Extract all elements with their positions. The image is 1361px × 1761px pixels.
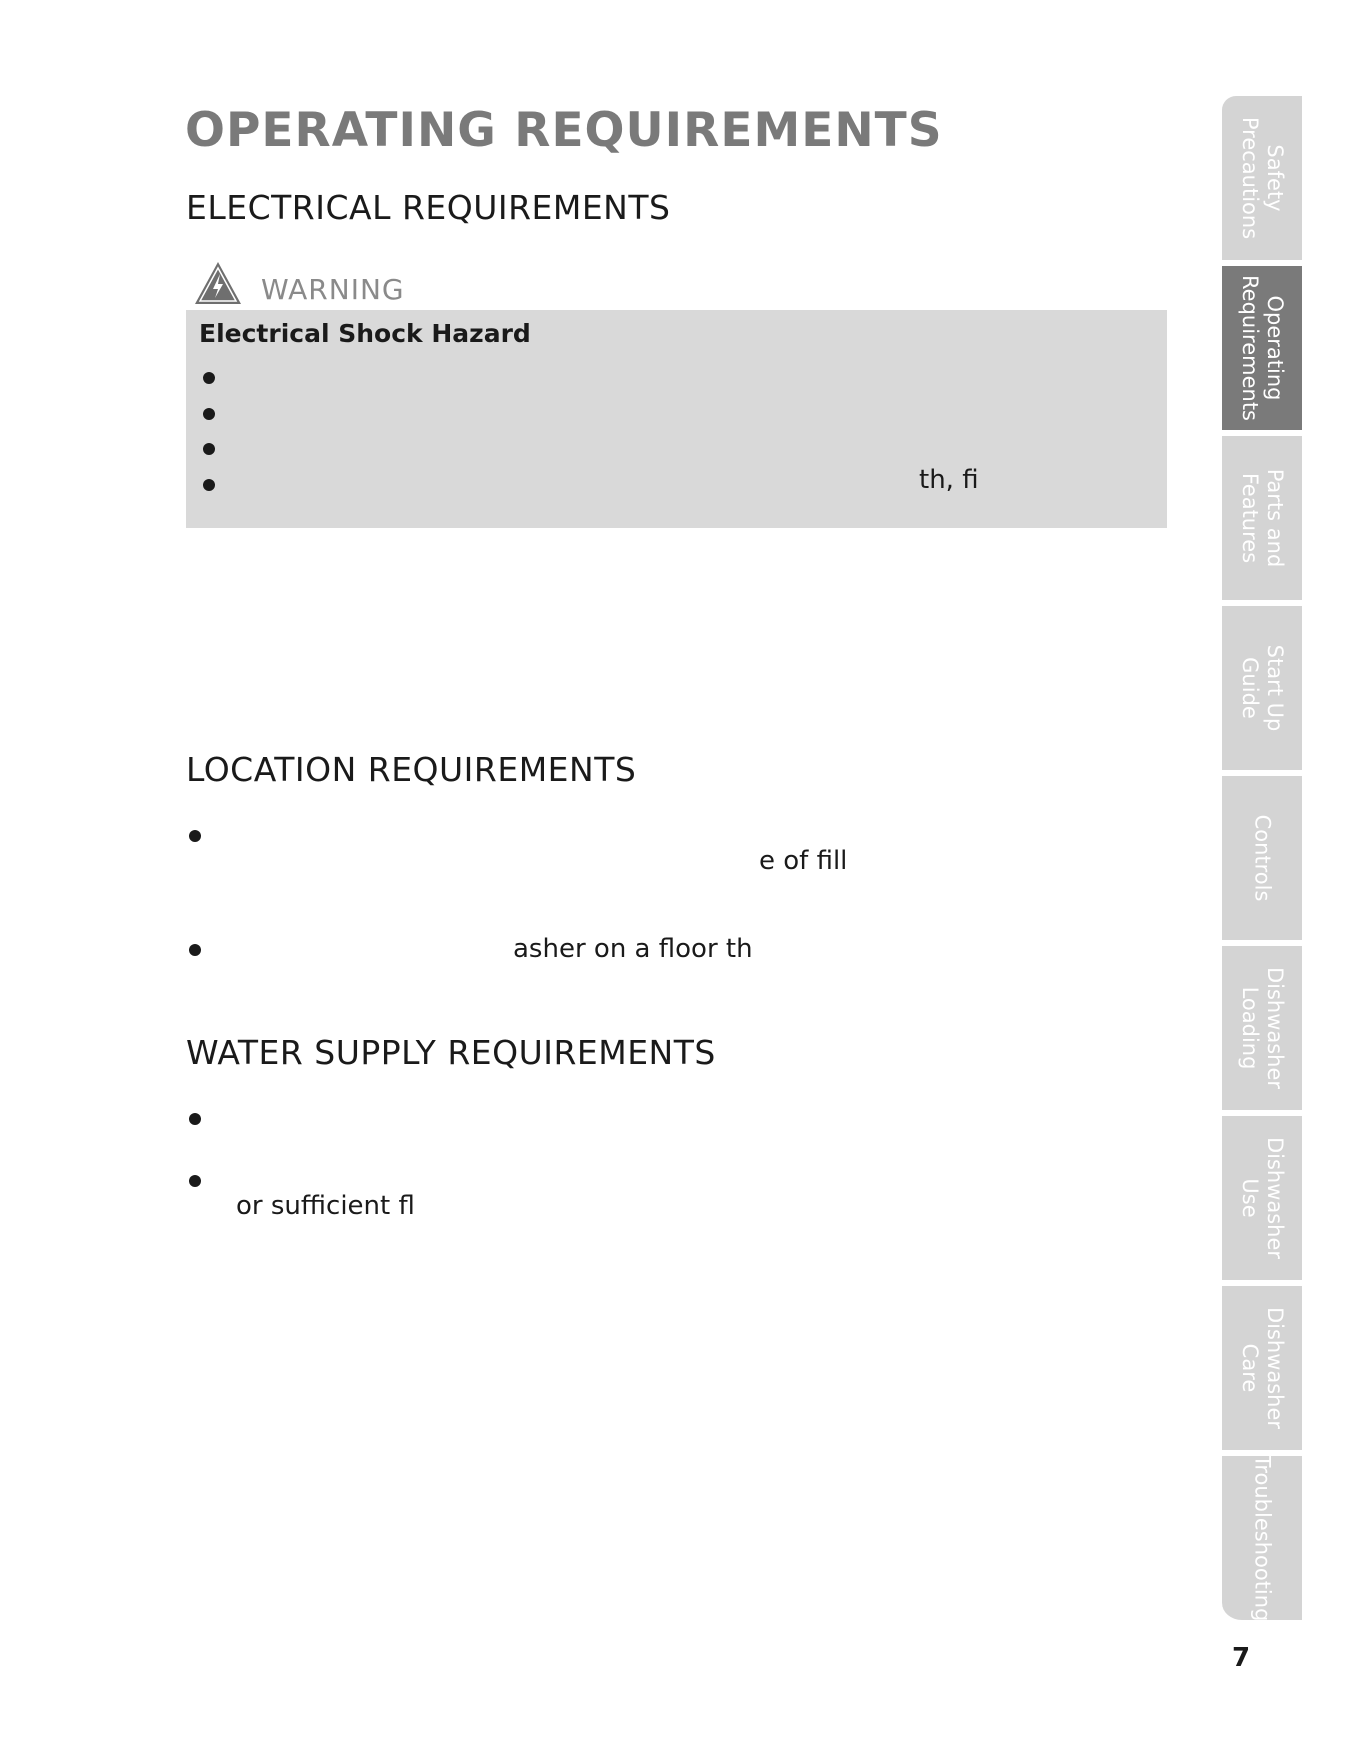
bullet-icon — [189, 1113, 201, 1125]
tab-label-line1: Dishwasher — [1263, 1136, 1287, 1260]
tab-operating-requirements[interactable] — [1222, 266, 1302, 433]
tab-parts-and-features[interactable] — [1222, 436, 1302, 603]
bullet-icon — [203, 479, 215, 491]
electrical-hazard-icon — [193, 260, 243, 306]
tab-label-line2: Care — [1238, 1343, 1262, 1393]
tab-label-line1: Parts and — [1263, 468, 1287, 568]
tab-dishwasher-loading[interactable] — [1222, 946, 1302, 1113]
tab-label-line1: Dishwasher — [1263, 966, 1287, 1090]
page-title: OPERATING REQUIREMENTS — [185, 103, 943, 158]
bullet-icon — [189, 830, 201, 842]
location-bullet-text: e of fill — [759, 846, 848, 876]
water-bullet-text: or sufficient fl — [236, 1191, 415, 1221]
tab-label-line1: Troubleshooting — [1250, 1454, 1275, 1622]
tab-label-line2: Requirements — [1238, 275, 1262, 421]
bullet-icon — [203, 443, 215, 455]
hazard-title: Electrical Shock Hazard — [199, 319, 531, 348]
tab-label-line1: Dishwasher — [1263, 1306, 1287, 1430]
location-requirements-heading: LOCATION REQUIREMENTS — [186, 750, 637, 789]
tab-dishwasher-care[interactable] — [1222, 1286, 1302, 1453]
tab-troubleshooting[interactable] — [1222, 1456, 1302, 1623]
tab-label-line1: Safety — [1263, 144, 1287, 212]
location-bullet-text: asher on a floor th — [513, 934, 753, 964]
tab-label-line2: Guide — [1238, 657, 1262, 719]
tab-label-line1: Controls — [1250, 814, 1275, 902]
warning-box — [186, 310, 1167, 528]
tab-dishwasher-use[interactable] — [1222, 1116, 1302, 1283]
tab-label-line1: Start Up — [1263, 644, 1287, 732]
warning-label: WARNING — [261, 273, 405, 306]
bullet-icon — [203, 408, 215, 420]
page-number: 7 — [1232, 1643, 1251, 1673]
tab-safety-precautions[interactable] — [1222, 96, 1302, 263]
water-supply-requirements-heading: WATER SUPPLY REQUIREMENTS — [186, 1033, 716, 1072]
warning-bullet-text: th, fi — [919, 465, 979, 495]
bullet-icon — [189, 1175, 201, 1187]
tab-label-line2: Loading — [1238, 986, 1262, 1070]
tab-controls[interactable] — [1222, 776, 1302, 943]
tab-label-line2: Features — [1238, 472, 1262, 564]
bullet-icon — [189, 944, 201, 956]
tab-label-line2: Use — [1238, 1178, 1262, 1218]
tab-label-line2: Precautions — [1238, 116, 1262, 240]
bullet-icon — [203, 372, 215, 384]
tab-label-line1: Operating — [1263, 295, 1287, 401]
electrical-requirements-heading: ELECTRICAL REQUIREMENTS — [186, 188, 671, 227]
tab-start-up-guide[interactable] — [1222, 606, 1302, 773]
